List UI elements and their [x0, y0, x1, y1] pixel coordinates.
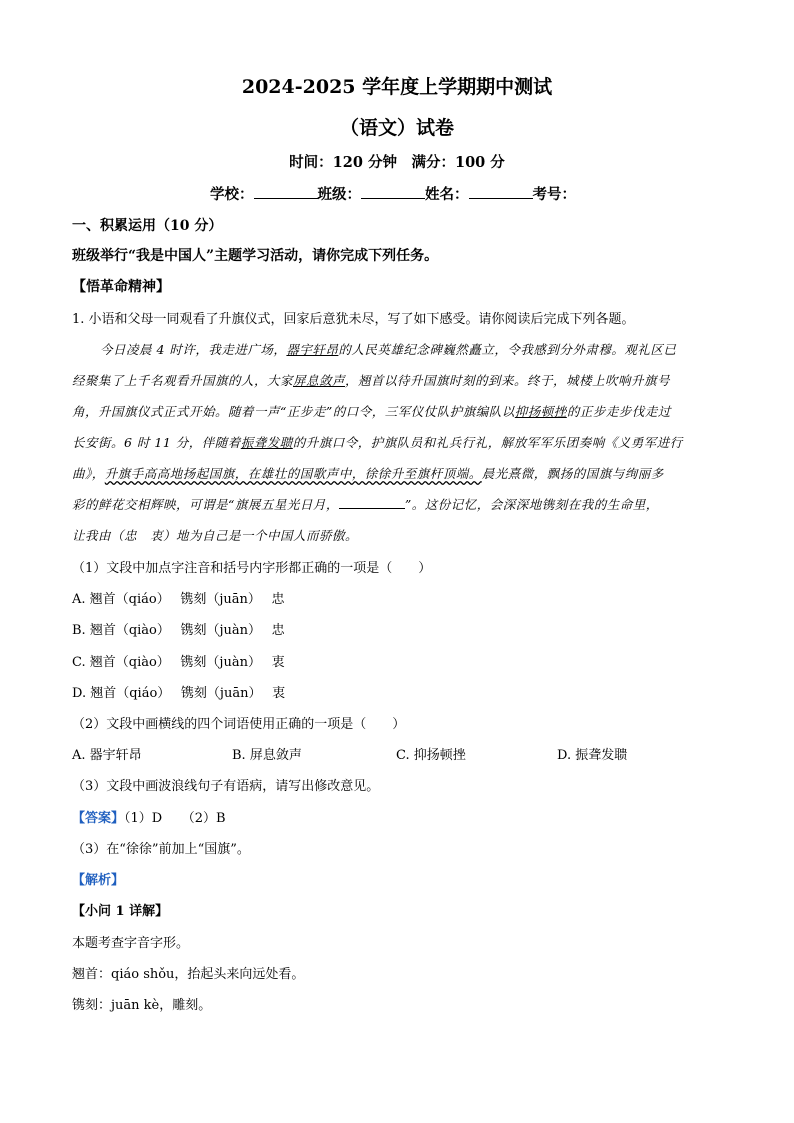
passage-text: 曲》， — [72, 466, 105, 481]
class-blank[interactable] — [361, 186, 425, 199]
passage-line-3 — [72, 402, 671, 420]
analysis-sub-label: 【小问 1 详解】 — [72, 904, 169, 919]
analysis-label: 【解析】 — [72, 873, 125, 888]
analysis-line-2: 翘首：qiáo shǒu，抬起头来向远处看。 — [72, 967, 305, 982]
exam-no-label: 考号： — [532, 186, 576, 203]
sub2-prompt: （2）文段中画横线的四个词语使用正确的一项是（ ） — [72, 717, 406, 732]
wavy-sentence: 升旗手高高地扬起国旗，在雄壮的国歌声中，徐徐升至旗杆顶端。 — [104, 466, 482, 481]
analysis-line-3: 镌刻：juān kè，雕刻。 — [72, 998, 212, 1013]
sub1-option-a[interactable]: A. 翘首（qiáo） 镌刻（juān） 忠 — [72, 592, 285, 607]
name-label: 姓名： — [425, 186, 469, 203]
section-heading: 一、积累运用（10 分） — [72, 218, 223, 234]
info-line — [210, 183, 576, 204]
class-label: 班级： — [317, 186, 361, 203]
school-blank[interactable] — [254, 186, 318, 199]
underlined-phrase-4: 振聋发聩 — [240, 435, 293, 450]
analysis-line-1: 本题考查字音字形。 — [72, 936, 190, 951]
passage-line-4 — [72, 433, 683, 451]
passage-text: ，翘首以待升国旗时刻的到来。终于，城楼上吹响升旗号 — [345, 373, 671, 388]
passage-text: 彩的鲜花交相辉映，可谓是“旗展五星光日月， — [72, 497, 339, 512]
sub1-option-b[interactable]: B. 翘首（qiào） 镌刻（juàn） 忠 — [72, 623, 285, 638]
page-title: 2024-2025 学年度上学期期中测试 — [241, 76, 553, 98]
passage-text: 角，升国旗仪式正式开始。随着一声“正步走”的口令，三军仪仗队护旗编队以 — [72, 404, 515, 419]
page-subtitle: （语文）试卷 — [339, 117, 454, 139]
sub2-option-c[interactable]: C. 抑扬顿挫 — [396, 748, 466, 763]
sub1-prompt: （1）文段中加点字注音和括号内字形都正确的一项是（ ） — [72, 561, 432, 576]
passage-text: 今日凌晨 4 时许，我走进广场， — [100, 342, 287, 357]
name-blank[interactable] — [469, 186, 533, 199]
section-task: 班级举行“我是中国人”主题学习活动，请你完成下列任务。 — [72, 248, 439, 264]
passage-text: 晨光熹微，飘扬的国旗与绚丽多 — [481, 466, 664, 481]
passage-text: 长安街。6 时 11 分，伴随着 — [72, 435, 241, 450]
passage-text: 的升旗口令，护旗队员和礼兵行礼，解放军军乐团奏响《义勇军进行 — [292, 435, 683, 450]
answer-line-1 — [72, 807, 226, 826]
passage-text: 的正步走步伐走过 — [566, 404, 671, 419]
sub3-prompt: （3）文段中画波浪线句子有语病，请写出修改意见。 — [72, 779, 380, 794]
underlined-phrase-2: 屏息敛声 — [293, 373, 346, 388]
time-info: 时间：120 分钟 满分：100 分 — [289, 154, 505, 171]
answer-label: 【答案】 — [72, 811, 125, 826]
sub2-option-b[interactable]: B. 屏息敛声 — [232, 748, 302, 763]
passage-line-7: 让我由（忠 衷）地为自己是一个中国人而骄傲。 — [72, 528, 359, 543]
sub1-option-d[interactable]: D. 翘首（qiáo） 镌刻（juān） 衷 — [72, 686, 286, 701]
passage-text: 的人民英雄纪念碑巍然矗立，令我感到分外肃穆。观礼区已 — [338, 342, 677, 357]
passage-line-1 — [100, 340, 676, 358]
answer-text: （1）D （2）B — [124, 811, 226, 826]
sub2-option-d[interactable]: D. 振聋发聩 — [557, 748, 628, 763]
passage-line-5 — [72, 464, 664, 482]
passage-text: ”。这份记忆，会深深地镌刻在我的生命里， — [404, 497, 659, 512]
section-subheading: 【悟革命精神】 — [72, 279, 170, 295]
answer-line-2: （3）在“徐徐”前加上“国旗”。 — [72, 842, 250, 857]
fill-blank[interactable] — [339, 496, 405, 509]
school-label: 学校： — [210, 186, 254, 203]
passage-line-6 — [72, 495, 659, 513]
underlined-phrase-1: 器宇轩昂 — [286, 342, 339, 357]
sub1-option-c[interactable]: C. 翘首（qiào） 镌刻（juàn） 衷 — [72, 655, 285, 670]
underlined-phrase-3: 抑扬顿挫 — [514, 404, 567, 419]
passage-line-2 — [72, 371, 670, 389]
sub2-option-a[interactable]: A. 器宇轩昂 — [72, 748, 142, 763]
passage-text: 经聚集了上千名观看升国旗的人，大家 — [72, 373, 294, 388]
question1-prompt: 1. 小语和父母一同观看了升旗仪式，回家后意犹未尽，写了如下感受。请你阅读后完成下列各题。 — [72, 312, 635, 327]
